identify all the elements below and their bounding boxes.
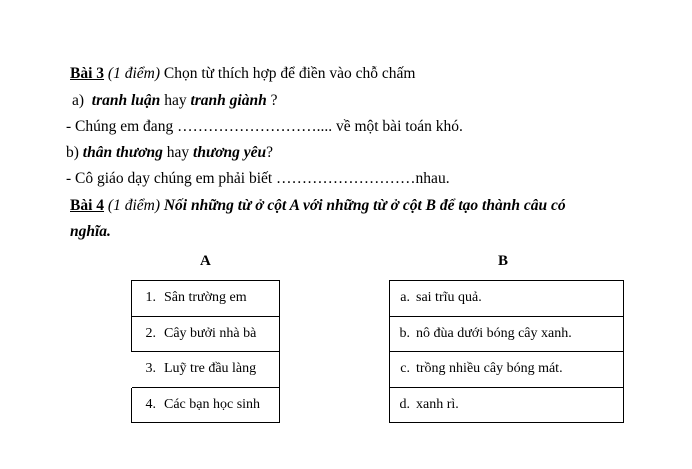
column-a-text: Các bạn học sinh bbox=[164, 396, 261, 412]
column-b-letter: b. bbox=[399, 325, 410, 341]
part-b-connector: hay bbox=[166, 144, 190, 161]
column-b-text: trồng nhiều cây bóng mát. bbox=[416, 361, 563, 377]
column-a-text: Sân trường em bbox=[164, 290, 247, 306]
column-a-table bbox=[131, 280, 280, 423]
bai3-part-b-question bbox=[66, 143, 273, 163]
part-b-label: b) bbox=[66, 144, 79, 161]
column-b-row[interactable] bbox=[390, 281, 624, 317]
bai3-points: (1 điểm) bbox=[107, 65, 160, 82]
column-b-text: nô đùa dưới bóng cây xanh. bbox=[416, 325, 572, 341]
part-b-end: ? bbox=[266, 144, 274, 161]
part-b-word2: thương yêu bbox=[193, 144, 267, 161]
part-a-label: a) bbox=[72, 92, 85, 109]
part-a-word2: tranh giành bbox=[190, 92, 267, 109]
column-a-row[interactable] bbox=[132, 352, 280, 388]
column-a-number: 2. bbox=[145, 325, 156, 341]
column-b-letter: d. bbox=[399, 396, 410, 412]
bai4-points: (1 điểm) bbox=[107, 197, 160, 214]
bai4-heading bbox=[70, 196, 566, 216]
bai4-instruction-line1: Nối những từ ở cột A với những từ ở cột B để tạo thành câu có bbox=[163, 197, 566, 214]
bai3-instruction: Chọn từ thích hợp để điền vào chỗ chấm bbox=[163, 65, 416, 82]
bai3-part-a-question bbox=[72, 91, 277, 111]
column-a-row[interactable] bbox=[132, 387, 280, 423]
part-a-end: ? bbox=[270, 92, 278, 109]
bai4-title: Bài 4 bbox=[70, 197, 105, 214]
bai3-part-b-sentence: - Cô giáo dạy chúng em phải biết ………………………nhau. bbox=[66, 170, 450, 187]
column-b-letter: c. bbox=[400, 361, 410, 377]
bai4-instruction-line2: nghĩa. bbox=[70, 223, 111, 240]
part-b-word1: thân thương bbox=[82, 144, 163, 161]
column-a-header: A bbox=[200, 253, 211, 269]
column-b-header: B bbox=[498, 253, 509, 269]
column-b-row[interactable] bbox=[390, 352, 624, 388]
column-b-row[interactable] bbox=[390, 387, 624, 423]
column-a-row[interactable] bbox=[132, 281, 280, 317]
column-a-number: 4. bbox=[145, 396, 156, 412]
bai3-part-a-sentence: - Chúng em đang ……………………….... về một bài toán khó. bbox=[66, 118, 463, 135]
column-a-number: 1. bbox=[145, 290, 156, 306]
bai3-heading bbox=[70, 64, 416, 84]
bai3-title: Bài 3 bbox=[70, 65, 105, 82]
column-b-row[interactable] bbox=[390, 316, 624, 352]
column-a-text: Cây bưởi nhà bà bbox=[164, 325, 257, 341]
column-a-row[interactable] bbox=[132, 316, 280, 352]
part-a-word1: tranh luận bbox=[91, 92, 161, 109]
column-b-text: sai trĩu quả. bbox=[416, 290, 482, 306]
column-a-number: 3. bbox=[145, 361, 156, 377]
part-a-connector: hay bbox=[164, 92, 187, 109]
column-b-letter: a. bbox=[400, 290, 410, 306]
column-a-text: Luỹ tre đầu làng bbox=[164, 361, 257, 377]
column-b-text: xanh rì. bbox=[416, 396, 459, 412]
column-b-table bbox=[389, 280, 624, 423]
